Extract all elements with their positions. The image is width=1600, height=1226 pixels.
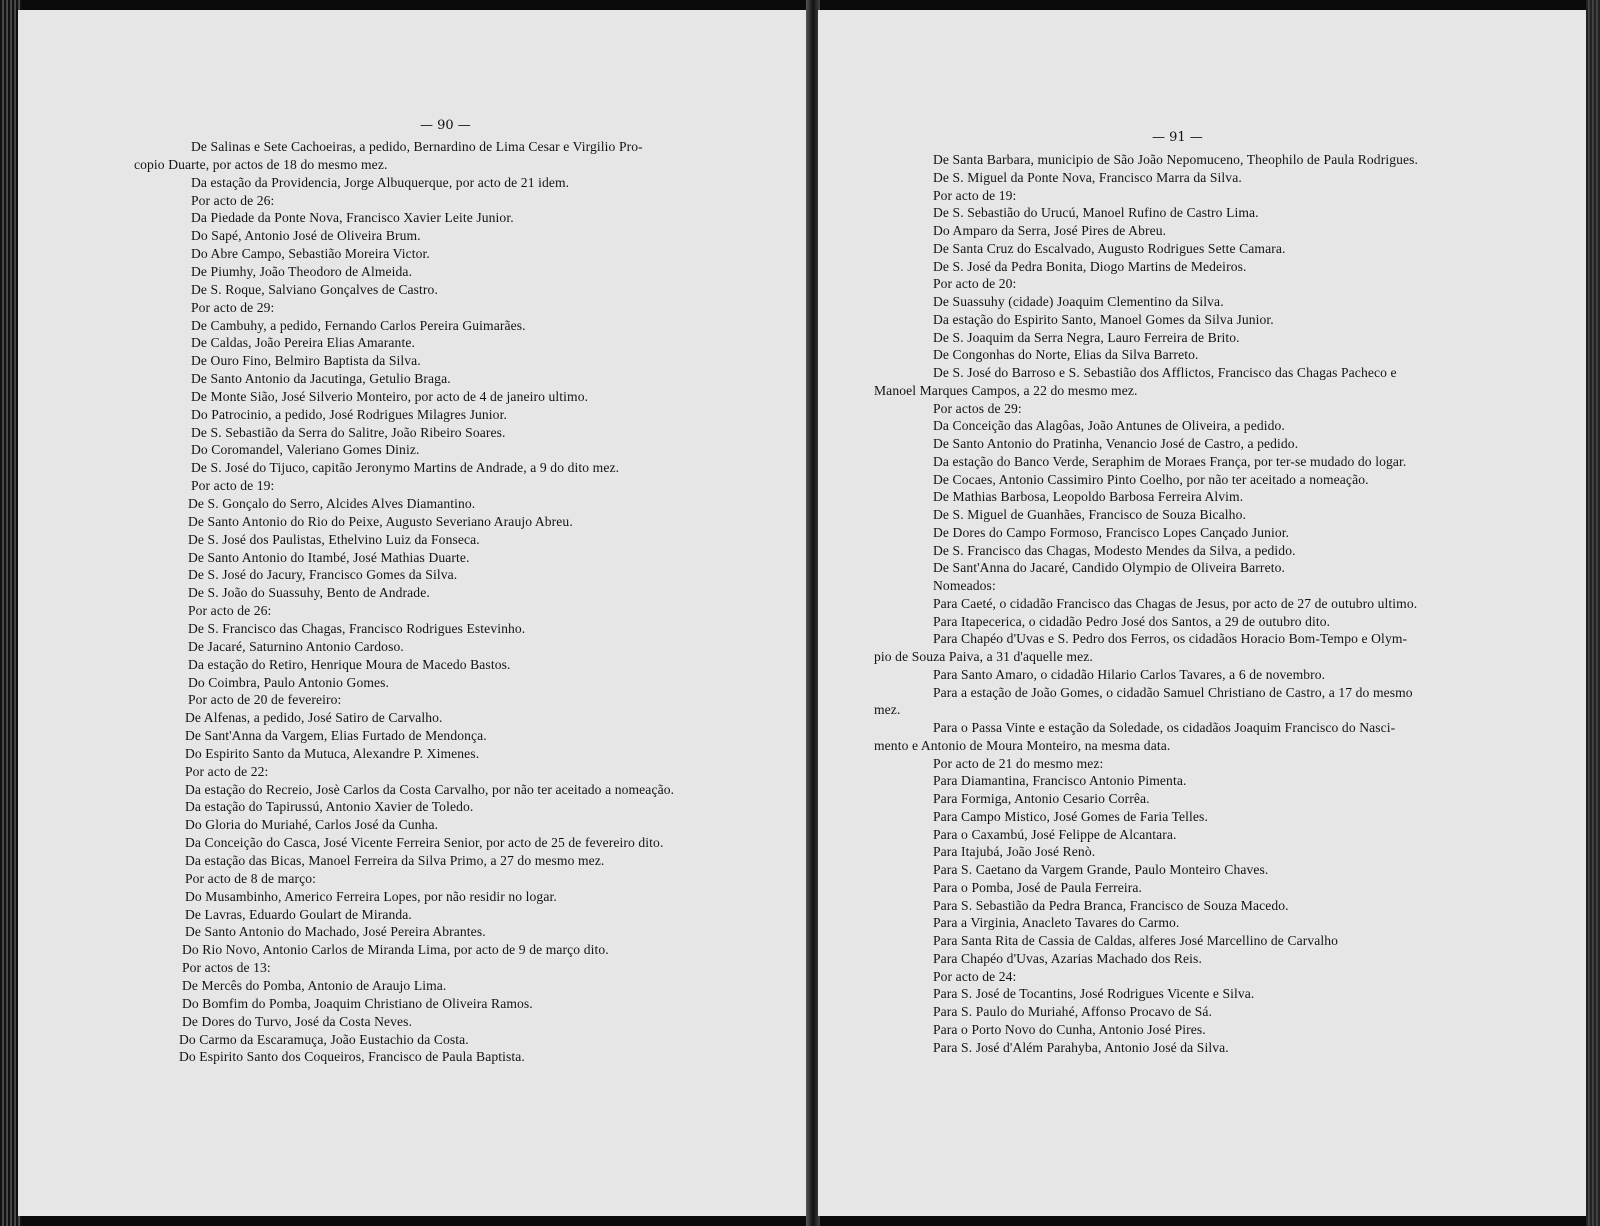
text-line: De Monte Sião, José Silverio Monteiro, por acto de 4 de janeiro ultimo.	[191, 388, 589, 404]
text-line: De S. Gonçalo do Serro, Alcides Alves Diamantino.	[188, 496, 476, 511]
text-line: Para Itajubá, João José Renò.	[933, 844, 1096, 860]
text-line: Do Espirito Santo da Mutuca, Alexandre P. Ximenes.	[185, 745, 480, 761]
page-number: — 90 —	[420, 118, 471, 133]
text-line: De S. José dos Paulistas, Ethelvino Luiz da Fonseca.	[188, 531, 480, 547]
text-line: mez.	[874, 702, 901, 718]
text-line: Do Gloria do Muriahé, Carlos José da Cunha.	[185, 817, 439, 833]
text-line: Por acto de 22:	[185, 763, 269, 779]
text-line: De S. Francisco das Chagas, Francisco Rodrigues Estevinho.	[188, 620, 526, 636]
text-line: Do Abre Campo, Sebastião Moreira Victor.	[191, 246, 430, 262]
text-line: De S. Roque, Salviano Gonçalves de Castro.	[191, 281, 438, 297]
text-line: Para S. Sebastião da Pedra Branca, Francisco de Souza Macedo.	[933, 897, 1289, 913]
text-line: Por actos de 29:	[933, 400, 1022, 416]
text-line: De Santo Antonio do Machado, José Pereira Abrantes.	[185, 924, 486, 940]
text-line: Do Amparo da Serra, José Pires de Abreu.	[933, 223, 1167, 238]
text-line: De S. Miguel de Guanhães, Francisco de Souza Bicalho.	[933, 507, 1246, 522]
text-line: De Suassuhy (cidade) Joaquim Clementino da Silva.	[933, 294, 1224, 309]
text-line: Por acto de 19:	[933, 187, 1017, 203]
text-line: Para Santo Amaro, o cidadão Hilario Carlos Tavares, a 6 de novembro.	[933, 666, 1326, 682]
text-line: Da estação da Providencia, Jorge Albuquerque, por acto de 21 idem.	[191, 174, 570, 190]
text-line: De Mathias Barbosa, Leopoldo Barbosa Ferreira Alvim.	[933, 489, 1244, 505]
text-line: De S. Joaquim da Serra Negra, Lauro Ferreira de Brito.	[933, 329, 1240, 345]
text-line: De S. Miguel da Ponte Nova, Francisco Marra da Silva.	[933, 169, 1242, 185]
text-line: De S. José da Pedra Bonita, Diogo Martins de Medeiros.	[933, 258, 1247, 274]
right-page	[818, 10, 1586, 1216]
text-line: Da estação do Banco Verde, Seraphim de Moraes França, por ter-se mudado do logar.	[933, 453, 1407, 469]
text-line: Do Rio Novo, Antonio Carlos de Miranda Lima, por acto de 9 de março dito.	[182, 942, 609, 958]
text-line: Para a estação de João Gomes, o cidadão Samuel Christiano de Castro, a 17 do mesmo	[933, 684, 1413, 700]
text-line: Por acto de 8 de março:	[185, 870, 317, 886]
text-line: Do Coromandel, Valeriano Gomes Diniz.	[191, 442, 420, 458]
text-line: De Sant'Anna da Vargem, Elias Furtado de Mendonça.	[185, 728, 487, 744]
text-line: Para S. Caetano da Vargem Grande, Paulo Monteiro Chaves.	[933, 862, 1269, 877]
text-line: Da estação do Tapirussú, Antonio Xavier de Toledo.	[185, 799, 474, 815]
text-line: De Dores do Turvo, José da Costa Neves.	[182, 1013, 413, 1029]
text-line: De Santo Antonio do Itambé, José Mathias Duarte.	[188, 549, 470, 565]
text-line: De Santa Barbara, municipio de São João Nepomuceno, Theophilo de Paula Rodrigues.	[933, 152, 1419, 167]
right-page-edge	[1586, 0, 1600, 1226]
text-line: Do Bomfim do Pomba, Joaquim Christiano de Oliveira Ramos.	[182, 995, 533, 1011]
text-line: De S. João do Suassuhy, Bento de Andrade.	[188, 585, 430, 601]
text-line: Do Sapé, Antonio José de Oliveira Brum.	[191, 228, 421, 244]
text-line: De Salinas e Sete Cachoeiras, a pedido, Bernardino de Lima Cesar e Virgilio Pro-	[191, 139, 643, 154]
text-line: Para Itapecerica, o cidadão Pedro José dos Santos, a 29 de outubro dito.	[933, 613, 1331, 629]
text-line: Para Campo Mistico, José Gomes de Faria Telles.	[933, 808, 1208, 824]
text-line: Para o Porto Novo do Cunha, Antonio José Pires.	[933, 1021, 1206, 1037]
text-line: Para Chapéo d'Uvas, Azarias Machado dos Reis.	[933, 950, 1202, 966]
text-line: De S. Francisco das Chagas, Modesto Mendes da Silva, a pedido.	[933, 542, 1296, 558]
text-line: Por acto de 21 do mesmo mez:	[933, 755, 1104, 771]
text-line: Da Conceição do Casca, José Vicente Ferreira Senior, por acto de 25 de fevereiro dito.	[185, 835, 664, 851]
text-line: De Santo Antonio do Rio do Peixe, Augusto Severiano Araujo Abreu.	[188, 513, 573, 529]
text-line: De Ouro Fino, Belmiro Baptista da Silva.	[191, 353, 421, 369]
text-line: De S. José do Jacury, Francisco Gomes da Silva.	[188, 567, 458, 583]
text-line: Por acto de 20 de fevereiro:	[188, 692, 342, 708]
text-line: Para Caeté, o cidadão Francisco das Chagas de Jesus, por acto de 27 de outubro ultimo.	[933, 595, 1418, 611]
text-line: Para Chapéo d'Uvas e S. Pedro dos Ferros, os cidadãos Horacio Bom-Tempo e Olym-	[933, 631, 1408, 647]
text-line: Por acto de 19:	[191, 478, 275, 494]
text-line: copio Duarte, por actos de 18 do mesmo mez.	[134, 156, 388, 172]
text-line: Para o Passa Vinte e estação da Soledade, os cidadãos Joaquim Francisco do Nasci-	[933, 720, 1396, 735]
text-line: De Sant'Anna do Jacaré, Candido Olympio de Oliveira Barreto.	[933, 560, 1285, 576]
text-line: De Mercês do Pomba, Antonio de Araujo Lima.	[182, 977, 447, 993]
text-line: De Alfenas, a pedido, José Satiro de Carvalho.	[185, 710, 443, 726]
text-line: mento e Antonio de Moura Monteiro, na mesma data.	[874, 737, 1171, 753]
text-line: Da estação do Espirito Santo, Manoel Gomes da Silva Junior.	[933, 311, 1274, 327]
text-line: Nomeados:	[933, 578, 996, 593]
text-line: Para Santa Rita de Cassia de Caldas, alferes José Marcellino de Carvalho	[933, 933, 1339, 948]
text-line: De Santo Antonio do Pratinha, Venancio José de Castro, a pedido.	[933, 436, 1299, 451]
text-line: De Lavras, Eduardo Goulart de Miranda.	[185, 906, 412, 922]
text-line: Por acto de 29:	[191, 299, 275, 315]
text-line: Por acto de 26:	[188, 603, 272, 619]
text-line: Por acto de 24:	[933, 968, 1017, 984]
text-line: Para S. José d'Além Parahyba, Antonio José da Silva.	[933, 1039, 1229, 1055]
text-line: Para Diamantina, Francisco Antonio Pimenta.	[933, 773, 1187, 789]
text-line: Para o Caxambú, José Felippe de Alcantara.	[933, 826, 1177, 842]
text-line: Da estação do Recreio, Josè Carlos da Costa Carvalho, por não ter aceitado a nomeação.	[185, 781, 675, 797]
text-line: De Cocaes, Antonio Cassimiro Pinto Coelho, por não ter aceitado a nomeação.	[933, 471, 1369, 487]
text-line: Do Coimbra, Paulo Antonio Gomes.	[188, 674, 390, 690]
text-line: De S. José do Tijuco, capitão Jeronymo Martins de Andrade, a 9 do dito mez.	[191, 460, 620, 476]
text-line: De S. José do Barroso e S. Sebastião dos Afflictos, Francisco das Chagas Pacheco e	[933, 365, 1397, 380]
text-line: Da estação do Retiro, Henrique Moura de Macedo Bastos.	[188, 656, 511, 672]
text-line: Do Patrocinio, a pedido, José Rodrigues Milagres Junior.	[191, 406, 507, 422]
text-line: Para o Pomba, José de Paula Ferreira.	[933, 879, 1143, 895]
page-number: — 91 —	[1152, 130, 1203, 145]
text-line: De Caldas, João Pereira Elias Amarante.	[191, 335, 415, 351]
text-line: Da estação das Bicas, Manoel Ferreira da Silva Primo, a 27 do mesmo mez.	[185, 853, 605, 868]
text-line: De Dores do Campo Formoso, Francisco Lopes Cançado Junior.	[933, 524, 1290, 540]
text-line: De S. Sebastião da Serra do Salitre, João Ribeiro Soares.	[191, 424, 506, 440]
text-line: De Jacaré, Saturnino Antonio Cardoso.	[188, 638, 404, 654]
text-line: Para S. Paulo do Muriahé, Affonso Procavo de Sá.	[933, 1004, 1213, 1019]
text-line: Do Carmo da Escaramuça, João Eustachio da Costa.	[179, 1031, 469, 1047]
left-page	[18, 10, 815, 1216]
text-line: Para Formiga, Antonio Cesario Corrêa.	[933, 791, 1150, 806]
text-line: Por acto de 26:	[191, 192, 275, 208]
text-line: Do Espirito Santo dos Coqueiros, Francisco de Paula Baptista.	[179, 1049, 525, 1065]
text-line: De Santa Cruz do Escalvado, Augusto Rodrigues Sette Camara.	[933, 240, 1286, 256]
text-line: De Cambuhy, a pedido, Fernando Carlos Pereira Guimarães.	[191, 317, 526, 333]
text-line: Para S. José de Tocantins, José Rodrigues Vicente e Silva.	[933, 986, 1255, 1002]
text-line: Por actos de 13:	[182, 960, 271, 976]
text-line: pio de Souza Paiva, a 31 d'aquelle mez.	[874, 649, 1093, 664]
text-line: De Congonhas do Norte, Elias da Silva Barreto.	[933, 347, 1199, 363]
text-line: De S. Sebastião do Urucú, Manoel Rufino de Castro Lima.	[933, 205, 1259, 221]
text-line: Para a Virginia, Anacleto Tavares do Carmo.	[933, 915, 1180, 931]
text-line: Do Musambinho, Americo Ferreira Lopes, por não residir no logar.	[185, 888, 557, 904]
text-line: De Santo Antonio da Jacutinga, Getulio Braga.	[191, 371, 451, 387]
text-line: Da Piedade da Ponte Nova, Francisco Xavier Leite Junior.	[191, 210, 514, 226]
text-line: Da Conceição das Alagôas, João Antunes de Oliveira, a pedido.	[933, 418, 1285, 434]
text-line: Manoel Marques Campos, a 22 do mesmo mez.	[874, 382, 1138, 398]
text-line: Por acto de 20:	[933, 276, 1017, 292]
text-line: De Piumhy, João Theodoro de Almeida.	[191, 263, 413, 279]
